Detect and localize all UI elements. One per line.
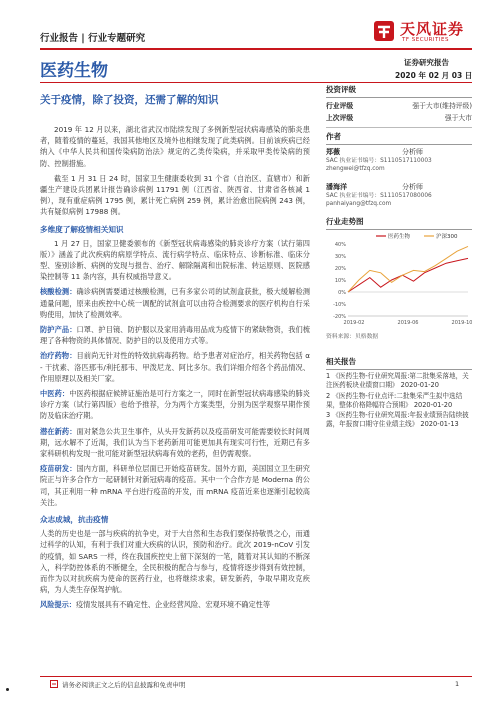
paragraph — [40, 350, 310, 384]
analyst-email[interactable]: panhaiyang@tfzq.com — [326, 201, 392, 207]
page-number: 1 — [455, 680, 460, 688]
y-tick-label: -10% — [333, 302, 346, 308]
paragraph — [40, 388, 310, 422]
analyst-sac: SAC 执业证书编号：S1110517080006 — [326, 193, 432, 199]
section-heading: 多维度了解疫情相关知识 — [40, 224, 124, 234]
rating-row — [326, 112, 472, 124]
paragraph — [40, 426, 310, 460]
title-divider — [40, 82, 472, 83]
x-tick-label: 2019-02 — [343, 320, 365, 326]
report-type: 证券研究报告 — [404, 58, 449, 67]
disclaimer-icon — [50, 680, 58, 688]
x-tick-label: 2019-10 — [451, 320, 472, 326]
analyst-email[interactable]: zhengwei@tfzq.com — [326, 166, 385, 172]
paragraph-lead: 核酸检测： — [40, 287, 77, 297]
y-tick-label: -20% — [333, 314, 346, 320]
report-date: 2020 年 02 月 03 日 — [395, 71, 473, 80]
section-heading: 众志成城，抗击疫情 — [40, 515, 109, 525]
y-tick-label: 10% — [334, 278, 346, 284]
paragraph — [40, 324, 310, 346]
paragraph-text: 中医药根据症候辨证施治是可行方案之一，同时在新型冠状病毒感染的肺炎诊疗方案（试行第四版）也给予推荐，分为两个方案类型，分别为医学观察早期作预防及临床治疗期。 — [40, 389, 310, 421]
report-category: 行业报告 | 行业专题研究 — [40, 33, 146, 44]
paragraph-lead: 中医药： — [40, 389, 70, 399]
series-line-0 — [348, 258, 468, 292]
rating-label: 上次评级 — [326, 114, 354, 122]
paragraph-lead: 防护产品： — [40, 325, 77, 335]
y-tick-label: 20% — [334, 266, 346, 272]
paragraph-lead: 潜在新药： — [40, 426, 77, 436]
logo-icon — [372, 19, 396, 43]
page-title: 医药生物 — [40, 61, 108, 81]
y-tick-label: 30% — [334, 254, 346, 260]
analyst-role: 分析师 — [402, 148, 423, 156]
related-heading: 相关报告 — [326, 356, 472, 370]
logo-text-cn: 天风证券 — [400, 20, 465, 38]
industry-trend-chart — [326, 230, 472, 330]
analyst-sac: SAC 执业证书编号：S1110517110003 — [326, 158, 432, 164]
related-report-link[interactable]: 2 《医药生物-行业点评:二批集采严生拟中选结果，整体价格降幅符合预期》 2020-01-20 — [326, 391, 463, 409]
paragraph — [40, 599, 310, 610]
legend-label: 医药生物 — [388, 234, 411, 240]
rating-row — [326, 100, 472, 112]
paragraph: 1 月 27 日，国家卫健委颁布的《新型冠状病毒感染的肺炎诊疗方案（试行第四版）》涵盖了此次疾病的病原学特点、流行病学特点、临床特点、诊断标准、临床分型、鉴别诊断、病例的发现与报告、治疗、解除隔离和出院标准、转运原则、医院感染控制等 11 条内容，具有权威指导意义。 — [40, 238, 310, 282]
legend-label: 沪深300 — [436, 234, 458, 240]
paragraph-text: 国内方面，科研单位层面已开始疫苗研发。国外方面，美国国立卫生研究院正与许多合作方一起研制针对新冠病毒的疫苗。其中一个合作方是 Moderna 的公司，其正利用一种 mRNA 平台进行疫苗的开发，而 mRNA 疫苗近来也逐渐引起较高关注。 — [40, 464, 310, 507]
header-divider — [40, 48, 472, 50]
footer-disclaimer: 请务必阅读正文之后的信息披露和免责申明 — [62, 681, 186, 689]
rating-heading: 投资评级 — [326, 84, 472, 98]
analyst-card — [326, 182, 472, 208]
paragraph-text: 确诊病例需要通过核酸检测，已有多家公司的试剂盒获批，极大缓解检测通量问题，原来由疾控中心统一调配的试剂盒可以由符合检测要求的医疗机构自行采购使用，加快了检测效率。 — [40, 287, 310, 319]
paragraph-text: 目前尚无针对性的特效抗病毒药物。给予患者对症治疗，相关药物包括 α - 干扰素、洛匹那韦/利托那韦、甲泼尼龙、阿比多尔。我们详细介绍各个药品情况、作用原理以及相关厂家。 — [40, 351, 310, 383]
paragraph: 人类的历史也是一部与疾病的抗争史，对于大自然和生态我们要保持敬畏之心，而通过科学的认知，有利于我们对重大疾病的认识，预防和治疗。此次 2019-nCoV 引发的疫情，如 SARS 一样，终在我国疾控史上留下深刻的一笔，随着对其认知的不断深入，科学防控体系的不断健全，全民积极的配合与参与，疫情将逐步得到有效控制，而作为以对抗疾病为使命的医药行业，也将继续求索，研发新药，争取早期攻克疾病，为人类生存保驾护航。 — [40, 529, 310, 595]
analysts-heading: 作者 — [326, 131, 472, 145]
analyst-name: 郑薇 — [326, 148, 340, 156]
related-report-link[interactable]: 1 《医药生物-行业研究周报:第二批集采落地，关注医药板块业绩窗口期》 2020-01-20 — [326, 372, 469, 390]
paragraph — [40, 463, 310, 508]
paragraph: 2019 年 12 月以来，湖北省武汉市陆续发现了多例新型冠状病毒感染的肺炎患者，随着疫情的蔓延，我国其他地区及境外也相继发现了此类病例。目前该疾病已经纳入《中华人民共和国传染病防治法》规定的乙类传染病，并采取甲类传染病的预防、控制措施。 — [40, 125, 310, 168]
paragraph: 截至 1 月 31 日 24 时，国家卫生健康委收到 31 个省（自治区、直辖市）和新疆生产建设兵团累计报告确诊病例 11791 例（江西省、陕西省、甘肃省各核减 1 例），现有重症病例 1795 例，累计死亡病例 259 例，累计治愈出院病例 243 例，共有疑似病例 17988 例。 — [40, 173, 310, 217]
sidebar — [326, 84, 472, 431]
series-line-1 — [348, 246, 468, 292]
y-tick-label: 40% — [334, 242, 346, 248]
y-tick-label: 0% — [338, 290, 346, 296]
analyst-name: 潘海洋 — [326, 183, 347, 191]
main-body — [40, 124, 310, 615]
chart-svg — [326, 230, 472, 330]
rating-value: 强于大市 — [444, 114, 472, 122]
logo-text-en: TF SECURITIES — [402, 37, 449, 43]
rating-label: 行业评级 — [326, 102, 354, 110]
report-subtitle: 关于疫情，除了投资，还需了解的知识 — [40, 94, 219, 106]
footer-divider — [40, 676, 472, 677]
chart-heading: 行业走势图 — [326, 216, 472, 230]
x-tick-label: 2019-06 — [397, 320, 419, 326]
paragraph-lead: 治疗药物： — [40, 351, 77, 361]
paragraph-text: 面对紧急公共卫生事件，从头开发新药以及疫苗研发可能需要较长时间周期，远水解不了近渴，我们认为当下老药新用可能更加具有现实可行性，近期已有多家科研机构发现一批可能对新型冠状病毒有效的老药，但仍需观察。 — [40, 426, 310, 459]
paragraph — [40, 286, 310, 320]
paragraph-text: 疫情发展具有不确定性、企业经营风险、宏观环境不确定性等 — [75, 600, 271, 610]
related-report-link[interactable]: 3 《医药生物-行业研究周报:年报业绩预告陆续披露，年报窗口期守住业绩主线》 2020-01-13 — [326, 411, 469, 429]
margin-mark — [6, 688, 9, 691]
rating-value: 强于大市(维持评级) — [412, 102, 472, 110]
paragraph-text: 口罩、护目镜、防护服以及家用消毒用品成为疫情下的紧缺物资，我们梳理了各种物资的具体情况、防护目的以及使用方式等。 — [40, 325, 310, 346]
paragraph-lead: 疫苗研发： — [40, 464, 77, 474]
company-logo — [372, 18, 472, 48]
analyst-card — [326, 147, 472, 173]
chart-source: 资料来源：贝格数据 — [326, 334, 379, 340]
analyst-role: 分析师 — [402, 183, 423, 191]
paragraph-lead: 风险提示： — [40, 600, 76, 610]
sidebar-divider — [326, 127, 472, 128]
